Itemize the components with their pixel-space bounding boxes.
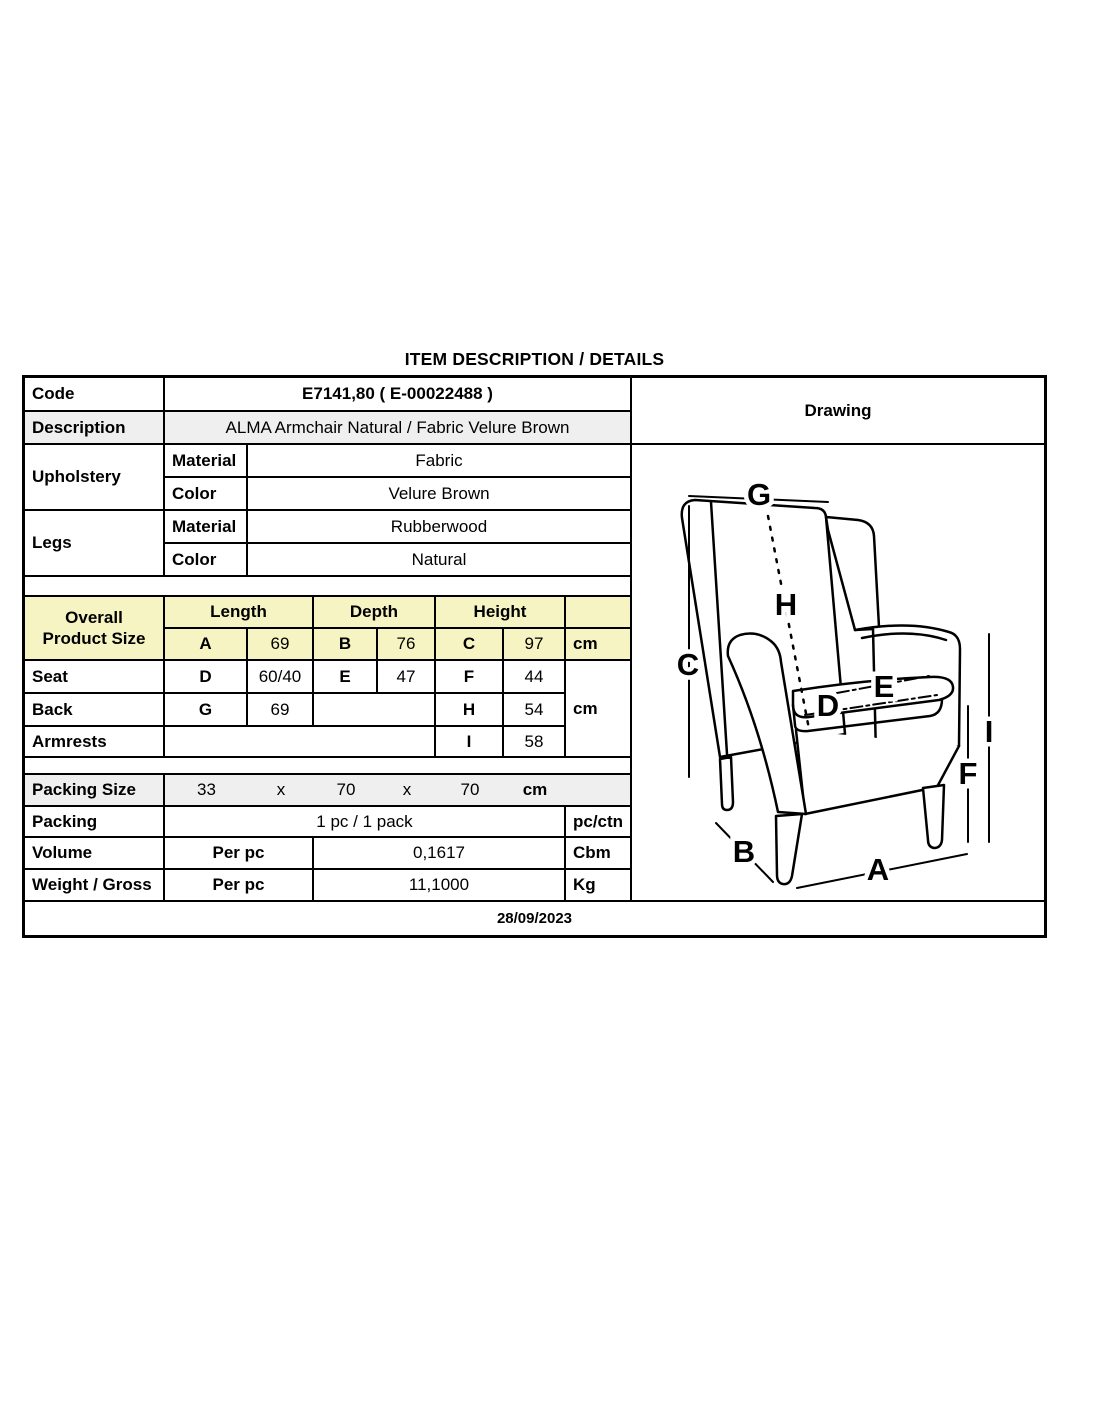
item-table xyxy=(25,378,1044,935)
upholstery-color-label: Color xyxy=(165,478,248,511)
code-label: Code xyxy=(25,378,165,412)
dim-e-letter: E xyxy=(314,661,378,694)
body-unit: cm xyxy=(566,661,632,758)
dim-a-value: 69 xyxy=(248,629,314,661)
drawing-mark-b: B xyxy=(732,834,756,869)
volume-unit: Cbm xyxy=(566,838,632,870)
legs-color-value: Natural xyxy=(248,544,632,577)
upholstery-material-label: Material xyxy=(165,445,248,478)
description-label: Description xyxy=(25,412,165,445)
chair-drawing xyxy=(632,445,1044,901)
overall-product-size-label xyxy=(25,597,165,661)
upholstery-material-value: Fabric xyxy=(248,445,632,478)
overall-label-line1: Overall xyxy=(65,608,123,627)
packing-size-dim1: 33 xyxy=(197,780,216,799)
dim-b-letter: B xyxy=(314,629,378,661)
packing-unit: pc/ctn xyxy=(566,807,632,838)
drawing-mark-i: I xyxy=(984,714,994,749)
volume-per-pc: Per pc xyxy=(165,838,314,870)
dim-i-value: 58 xyxy=(504,727,566,758)
weight-per-pc: Per pc xyxy=(165,870,314,902)
drawing-mark-h: H xyxy=(774,587,798,622)
description-value: ALMA Armchair Natural / Fabric Velure Brown xyxy=(165,412,632,445)
volume-label: Volume xyxy=(25,838,165,870)
dim-i-letter: I xyxy=(436,727,504,758)
dim-g-letter: G xyxy=(165,694,248,727)
dim-h-letter: H xyxy=(436,694,504,727)
packing-size-unit: cm xyxy=(522,780,548,799)
legs-material-value: Rubberwood xyxy=(248,511,632,544)
overall-label-line2: Product Size xyxy=(42,629,146,648)
dim-f-letter: F xyxy=(436,661,504,694)
dim-a-letter: A xyxy=(165,629,248,661)
dim-c-value: 97 xyxy=(504,629,566,661)
overall-unit: cm xyxy=(566,629,632,661)
back-blank-cell xyxy=(314,694,436,727)
drawing-panel xyxy=(632,445,1044,902)
date-stamp: 28/09/2023 xyxy=(25,902,1044,935)
weight-unit: Kg xyxy=(566,870,632,902)
spacer-row-2 xyxy=(25,758,632,775)
drawing-mark-d: D xyxy=(816,688,840,723)
drawing-mark-a: A xyxy=(866,852,890,887)
packing-size-dim2: 70 xyxy=(336,780,356,799)
packing-size-label: Packing Size xyxy=(25,775,165,807)
packing-value: 1 pc / 1 pack xyxy=(165,807,566,838)
code-value: E7141,80 ( E-00022488 ) xyxy=(165,378,632,412)
page-title: ITEM DESCRIPTION / DETAILS xyxy=(404,349,665,369)
upholstery-color-value: Velure Brown xyxy=(248,478,632,511)
spacer-row-1 xyxy=(25,577,632,597)
dim-c-letter: C xyxy=(436,629,504,661)
weight-value: 11,1000 xyxy=(314,870,566,902)
legs-label: Legs xyxy=(25,511,165,577)
legs-color-label: Color xyxy=(165,544,248,577)
packing-size-x2: x xyxy=(402,780,412,799)
dim-f-value: 44 xyxy=(504,661,566,694)
drawing-mark-c: C xyxy=(676,647,700,682)
dim-d-letter: D xyxy=(165,661,248,694)
column-header-length: Length xyxy=(165,597,314,629)
drawing-mark-f: F xyxy=(958,756,978,791)
legs-material-label: Material xyxy=(165,511,248,544)
weight-label: Weight / Gross xyxy=(25,870,165,902)
packing-size-dim3: 70 xyxy=(460,780,480,799)
packing-size-x1: x xyxy=(276,780,286,799)
drawing-mark-g: G xyxy=(746,477,772,512)
armrests-label: Armrests xyxy=(25,727,165,758)
column-header-depth: Depth xyxy=(314,597,436,629)
armrests-blank-cell xyxy=(165,727,436,758)
unit-header-blank xyxy=(566,597,632,629)
dim-h-value: 54 xyxy=(504,694,566,727)
back-label: Back xyxy=(25,694,165,727)
dim-b-value: 76 xyxy=(378,629,436,661)
upholstery-label: Upholstery xyxy=(25,445,165,511)
drawing-mark-e: E xyxy=(873,669,895,704)
volume-value: 0,1617 xyxy=(314,838,566,870)
packing-size-value xyxy=(165,775,632,807)
dim-e-value: 47 xyxy=(378,661,436,694)
column-header-height: Height xyxy=(436,597,566,629)
drawing-header: Drawing xyxy=(632,378,1044,445)
dim-g-value: 69 xyxy=(248,694,314,727)
packing-label: Packing xyxy=(25,807,165,838)
seat-label: Seat xyxy=(25,661,165,694)
dim-d-value: 60/40 xyxy=(248,661,314,694)
